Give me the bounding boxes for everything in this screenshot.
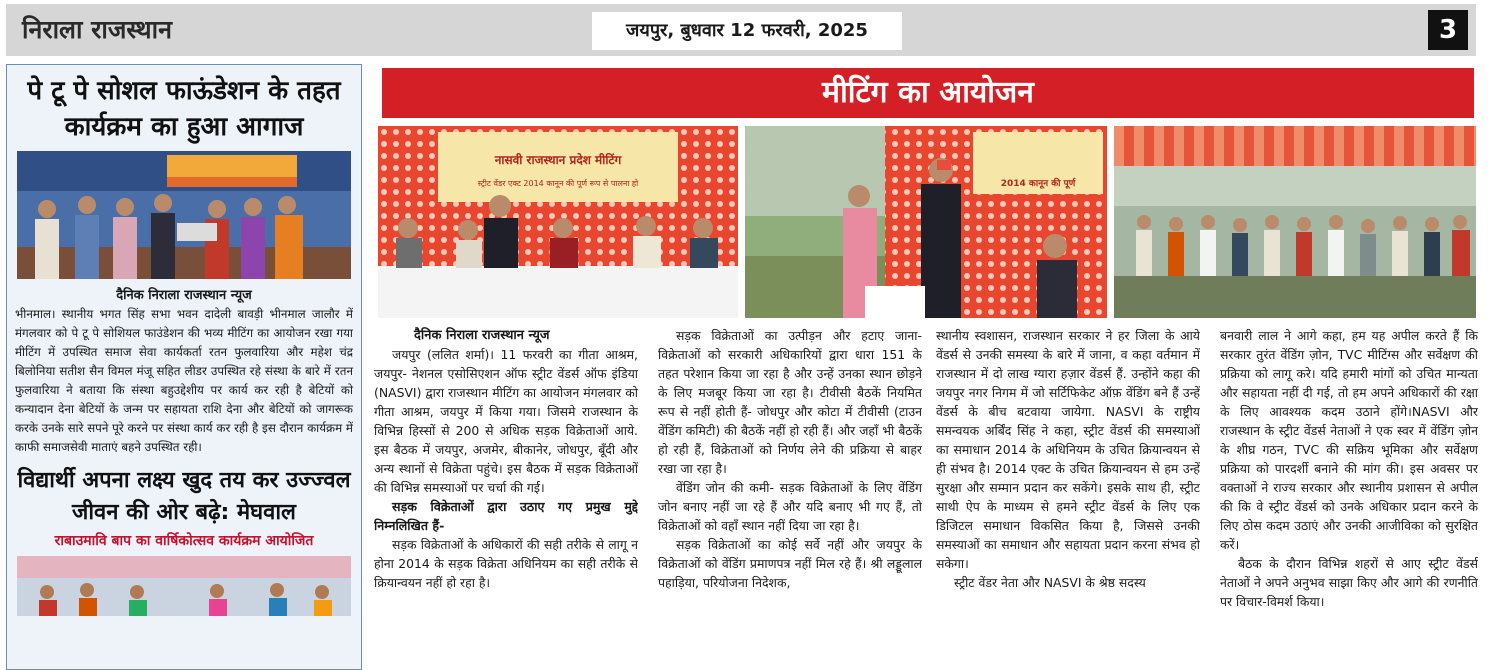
- stage-banner-line-2: स्ट्रीट वेंडर एक्ट 2014 कानून की पूर्ण रूप से पालना हो: [477, 179, 639, 188]
- page-number: 3: [1428, 10, 1468, 50]
- col2-paragraph-2: वेंडिंग जोन की कमी- सड़क विक्रेताओं के लिए वेंडिंग जोन बनाए नहीं जा रहे हैं और यदि बनाए भी गए हैं, तो विक्रेताओं को वहाँ स्थान नहीं दिया जा रहा है।: [658, 480, 922, 533]
- text-column-3: [936, 326, 1200, 670]
- left-story-1-headline: पे टू पे सोशल फाऊंडेशन के तहत कार्यक्रम का हुआ आगाज: [27, 76, 341, 142]
- col3-paragraph-2: स्ट्रीट वेंडर नेता और NASVI के श्रेष्ठ सदस्य: [954, 575, 1146, 590]
- left-story-1-byline: दैनिक निराला राजस्थान न्यूज: [116, 288, 252, 303]
- col2-paragraph-3: सड़क विक्रेताओं का कोई सर्वे नहीं और जयपुर के विक्रेताओं को वेंडिंग प्रमाणपत्र नहीं मिल रहे हैं। श्री लड्डूलाल पहाड़िया, परियोजना निदेशक,: [658, 537, 922, 590]
- felicitation-photo: [745, 126, 1107, 318]
- masthead: [6, 4, 1476, 56]
- school-function-photo: [17, 556, 351, 616]
- felicitation-banner-line: 2014 कानून की पूर्ण: [1000, 179, 1076, 189]
- stage-banner-line-1: नासवी राजस्थान प्रदेश मीटिंग: [494, 153, 622, 167]
- col1-paragraph-1: जयपुर (ललित शर्मा)। 11 फरवरी का गीता आश्रम, जयपुर- नेशनल एसोसिएशन ऑफ स्ट्रीट वेंडर्स ऑफ इंडिया (NASVI) द्वारा राजस्थान मीटिंग का आयोजन मंगलवार को गीता आश्रम, जयपुर में किया गया। जिसमे राजस्थान के विभिन्न हिस्सों से 200 से अधिक सड़क विक्रेताओं आये. इस बैठक में जयपुर, अजमेर, बीकानेर, जोधपुर, बूँदी और अन्य स्थानों से विक्रेता पहुंचे। इस बैठक में सड़क विक्रेताओं की विभिन्न समस्याओं पर चर्चा की गई।: [374, 347, 638, 495]
- text-column-4: [1220, 326, 1478, 670]
- col1-paragraph-2: सड़क विक्रेताओं के अधिकारों की सही तरीके से लागू न होना 2014 के सड़क विक्रेता अधिनियम का सही तरीके से क्रियान्वयन नहीं हो रहा है।: [374, 537, 638, 590]
- text-column-2: [658, 326, 922, 670]
- left-story-1-body: भीनमाल। स्थानीय भगत सिंह सभा भवन दादेली बावड़ी भीनमाल जालौर में मंगलवार को पे टू पे सोशियल फाउंडेशन की भव्य मीटिंग का आयोजन रखा गया मीटिंग में उपस्थित समाज सेवा कार्यकर्ता रतन फुलवारिया और महेश चंद्र बिलोनिया सतीश सैन विमल मंजू सहित लीडर उपस्थित रहे संस्था के बारे में रतन फुलवारिया ने बताया कि संस्था बहुउद्देशीय पर कार्य कर रही है बेटियों को कन्यादान देना बेटियों के जन्म पर सहायता राशि देना और बेटियों को जागरूक करके उनके सारे सपने पूरे करने पर संस्था कार्य कर रही है इस दौरान कार्यक्रम में काफी समाजसेवी माताएं बहने उपस्थित रही।: [15, 307, 353, 454]
- award-ceremony-photo: [17, 151, 351, 279]
- main-story-byline: दैनिक निराला राजस्थान न्यूज: [414, 328, 550, 343]
- col2-paragraph-1: सड़क विक्रेताओं का उत्पीड़न और हटाए जाना- विक्रेताओं को सरकारी अधिकारियों द्वारा धारा 151 के तहत परेशान किया जा रहा है और उन्हें उनका स्थान छोड़ने के लिए मजबूर किया जा रहा है। टीवीसी बैठकें नियमित रूप से नहीं होती हैं- जोधपुर और कोटा में टीवीसी (टाउन वेंडिंग कमिटी) की बैठकें नहीं हो रही हैं। और जहाँ भी बैठकें हो रही हैं, विक्रेताओं को निर्णय लेने की प्रक्रिया से बाहर रखा जा रहा है।: [658, 328, 922, 476]
- text-column-1: [374, 326, 638, 670]
- col1-subheading: सड़क विक्रेताओं द्वारा उठाए गए प्रमुख मुद्दे निम्नलिखित हैं-: [374, 499, 638, 533]
- col4-paragraph-2: बैठक के दौरान विभिन्न शहरों से आए स्ट्रीट वेंडर्स नेताओं ने अपने अनुभव साझा किए और आगे की रणनीति पर विचार-विमर्श किया।: [1220, 556, 1478, 609]
- col4-paragraph-1: बनवारी लाल ने आगे कहा, हम यह अपील करते हैं कि सरकार तुरंत वेंडिंग ज़ोन, TVC मीटिंग्स और सर्वेक्षण की प्रक्रिया को लागू करे। यदि हमारी मांगों को उचित मान्यता और सहायता नहीं दी गई, तो हम अपने अधिकारों की रक्षा के लिए आवश्यक कदम उठाने होंगे।NASVI और राजस्थान के स्ट्रीट वेंडर्स नेताओं ने एक स्वर में वेंडिंग ज़ोन के शीघ्र गठन, TVC की सक्रिय भूमिका और सर्वेक्षण प्रक्रिया को पारदर्शी बनाने की मांग की। इस अवसर पर वक्ताओं ने राज्य सरकार और स्थानीय प्रशासन से अपील की कि वे स्ट्रीट वेंडर्स को उनके अधिकार प्रदान करने के लिए ठोस कदम उठाएं और उनकी आजीविका को सुरक्षित करें।: [1220, 328, 1478, 552]
- left-column: [6, 64, 362, 670]
- meeting-stage-photo: [378, 126, 738, 318]
- dateline: जयपुर, बुधवार 12 फरवरी, 2025: [592, 12, 902, 50]
- left-story-2-subheadline: राबाउमावि बाप का वार्षिकोत्सव कार्यक्रम आयोजित: [54, 533, 314, 549]
- newspaper-name: निराला राजस्थान: [22, 15, 172, 44]
- main-story-headline: मीटिंग का आयोजन: [382, 68, 1474, 118]
- col3-paragraph-1: स्थानीय स्वशासन, राजस्थान सरकार ने हर जिला के आये वेंडर्स से उनकी समस्या के बारे में जाना, व कहा वर्तमान में राजस्थान में दो लाख ग्यारा हज़ार वेंडर्स हैं. उन्होंने कहा की जयपुर नगर निगम में जो सर्टिफिकेट ऑफ़ वेंडिंग बने हैं उन्हें वेंडर्स के बीच बटवाया जायेगा. NASVI के राष्ट्रीय समन्वयक अर्बिंद सिंह ने कहा, स्ट्रीट वेंडर्स की समस्याओं का समाधान 2014 के अधिनियम के उचित क्रियान्वयन से ही संभव है। 2014 एक्ट के उचित क्रियान्वयन से हम उन्हें सुरक्षा और सम्मान प्रदान कर सकेंगे। इसके साथ ही, स्ट्रीट साथी ऐप के माध्यम से हमने स्ट्रीट वेंडर्स के लिए एक डिजिटल समाधान विकसित किया है, जिससे उनकी समस्याओं का समाधान और सहायता प्रदान करना संभव हो सकेगा।: [936, 328, 1200, 571]
- audience-photo: [1114, 126, 1476, 318]
- main-story-body: [374, 326, 1478, 670]
- left-story-2-headline: विद्यार्थी अपना लक्ष्य खुद तय कर उज्ज्वल जीवन की ओर बढ़े: मेघवाल: [17, 468, 351, 525]
